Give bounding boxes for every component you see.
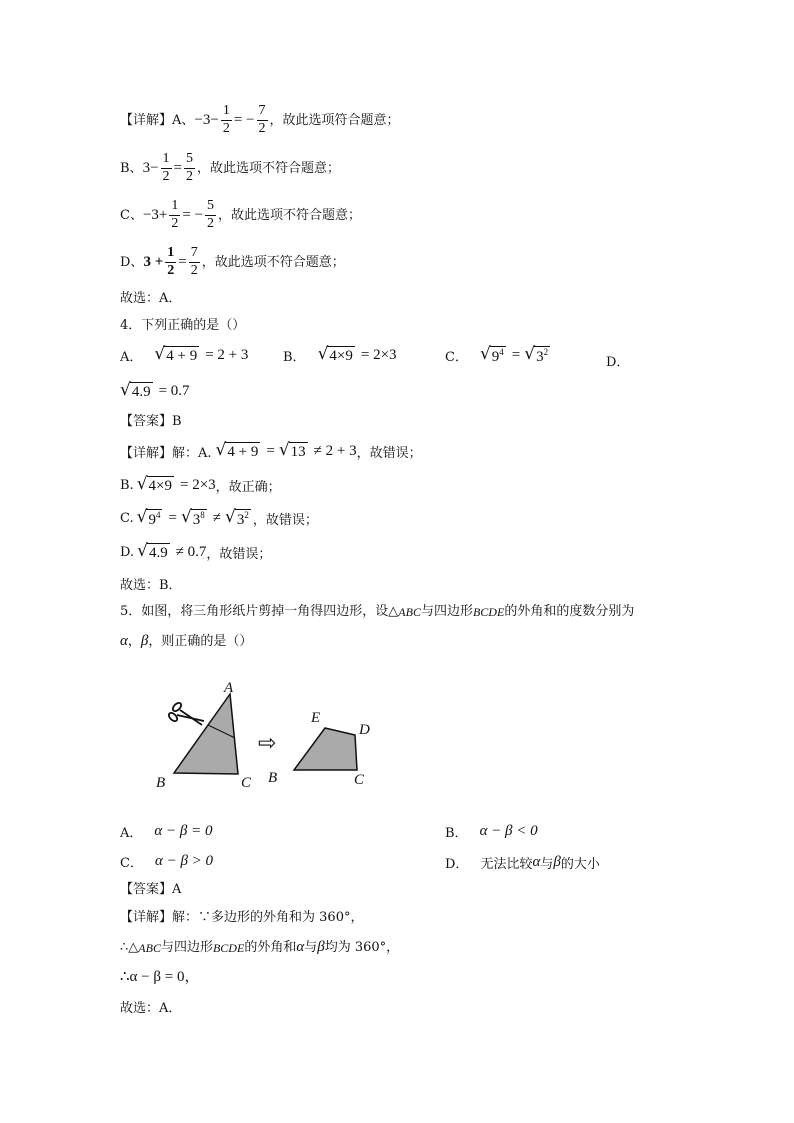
numerator: 5 [184, 152, 195, 169]
exponent: 4 [155, 510, 161, 520]
radicand: 4×9 [148, 478, 172, 495]
alpha-symbol: α [120, 633, 128, 649]
option-letter: A、 [172, 112, 195, 128]
triangle-name: ABC [138, 940, 161, 955]
explain-text: 与四边形 [160, 940, 213, 955]
radicand-base: 3 [536, 349, 544, 365]
explain-label: 【详解】 [120, 446, 173, 461]
sqrt: √ 13 [278, 440, 306, 461]
q5-option-b [445, 822, 538, 841]
explain-text: ∴△ [120, 940, 139, 955]
choice-text: 故选：A． [120, 291, 182, 306]
q4-explain-b [120, 476, 281, 495]
sqrt: √ $3^2$ [225, 507, 249, 528]
sqrt: √ 4 + 9 [215, 440, 259, 461]
question-stem: 与四边形 [420, 604, 473, 619]
numerator: 1 [161, 152, 172, 169]
q5-explain-1 [120, 911, 363, 924]
q4-option-d-letter [606, 351, 629, 370]
math-expr: −3+ [142, 206, 168, 223]
option-letter: B． [283, 350, 306, 365]
quad-name: BCDE [472, 604, 505, 619]
answer-value: A [172, 882, 182, 897]
option-letter: A． [120, 350, 143, 365]
triangle-name: ABC [398, 604, 421, 619]
q4-explain-a [120, 442, 422, 461]
question-stem: 5．如图，将三角形纸片剪掉一角得四边形，设△ [120, 604, 399, 619]
sqrt: √ $3^2$ [524, 344, 549, 365]
question-stem: 的外角和的度数分别为 [504, 604, 635, 619]
sqrt: √ $9^4$ [479, 344, 504, 365]
fraction [205, 199, 216, 231]
option-letter: D． [606, 355, 630, 370]
sqrt: √ 4.9 [120, 380, 151, 400]
fraction [161, 152, 172, 184]
option-letter: A． [120, 826, 143, 841]
sqrt: √ 4 + 9 [154, 344, 198, 365]
math-expr: = − [182, 206, 204, 223]
answer-label: 【答案】 [120, 414, 173, 429]
numerator: 7 [189, 246, 200, 263]
q3-explain-c [120, 199, 361, 231]
option-text: 的大小 [560, 857, 600, 872]
sqrt: √ 4.9 [137, 541, 168, 562]
math-expr: = 0.7 [158, 382, 190, 399]
exponent: 2 [543, 347, 549, 357]
fraction [184, 152, 195, 184]
q4-explain-c [120, 509, 318, 529]
q5-stem-line1 [120, 605, 634, 618]
math-expr: = [511, 347, 521, 364]
radicand: 4×9 [329, 348, 353, 365]
label-e: E [311, 710, 321, 726]
denominator: 2 [167, 262, 175, 278]
radicand: 4 + 9 [227, 444, 259, 461]
math-expr: ≠ [212, 510, 222, 527]
radicand: 4 + 9 [166, 348, 198, 365]
choice-text: 故选：A． [120, 1001, 182, 1016]
fraction [257, 104, 268, 136]
numerator: 1 [221, 104, 232, 121]
option-letter: C、 [120, 207, 143, 223]
math-expr: = [266, 443, 275, 459]
sqrt: √ 4×9 [136, 474, 172, 495]
arrow-icon: ⇨ [258, 730, 277, 755]
radicand-base: 3 [236, 512, 245, 528]
q4-option-d [120, 382, 190, 401]
explain-label: 【详解】 [120, 910, 173, 925]
quad-bcde [294, 728, 357, 770]
label-b: B [156, 775, 166, 791]
explain-text: 与 [304, 940, 318, 955]
quad-name: BCDE [212, 940, 245, 955]
q4-explain-d [120, 543, 271, 562]
q3-explain-b [120, 152, 340, 184]
numerator: 7 [257, 104, 268, 121]
note-text: ，故此选项符合题意； [269, 112, 400, 128]
math-expr: = 2 + 3 [205, 347, 249, 363]
radicand-base: 9 [491, 349, 500, 365]
option-text: 无法比较 [480, 857, 533, 872]
denominator: 2 [258, 120, 266, 136]
math-expr: 3 + [143, 253, 164, 270]
radicand: 4.9 [148, 545, 168, 562]
q5-option-a [120, 822, 212, 841]
q3-explain-d [120, 246, 345, 278]
explain-text: 解：∵多边形的外角和为 360°， [172, 910, 364, 925]
option-letter: C． [445, 350, 468, 366]
fraction [165, 246, 176, 278]
explain-text: 的外角和 [244, 940, 297, 955]
math-expr: −3− [194, 111, 219, 128]
q5-figure [150, 672, 390, 797]
note-text: ，故错误； [206, 547, 272, 562]
beta-symbol: β [317, 939, 325, 955]
note-text: ，故错误； [356, 446, 422, 461]
question-stem: 4．下列正确的是（） [120, 318, 246, 333]
q4-option-b [283, 346, 397, 365]
label-a: A [224, 680, 234, 696]
option-letter: B． [445, 826, 468, 841]
q5-option-d [445, 853, 600, 872]
fraction [221, 104, 232, 136]
option-letter: C. [120, 511, 134, 527]
q5-explain-2 [120, 940, 399, 955]
explain-text: 均为 360°， [324, 940, 400, 955]
q4-answer [120, 415, 182, 428]
q3-explain-a [120, 104, 400, 136]
numerator: 1 [165, 246, 176, 263]
option-letter: D． [445, 857, 469, 872]
choice-text: 故选：B． [120, 578, 182, 593]
alpha-symbol: α [296, 939, 305, 955]
q4-stem [120, 319, 245, 332]
q5-choice [120, 1002, 181, 1015]
note-text: ，故此选项不符合题意； [201, 254, 345, 270]
question-stem: ，则正确的是（） [148, 634, 253, 649]
sqrt: √ $3^8$ [180, 507, 205, 528]
denominator: 2 [171, 215, 179, 231]
explain-label: 【详解】 [120, 112, 173, 128]
q3-choice [120, 292, 181, 305]
label-d: D [359, 722, 370, 738]
radicand: 4.9 [131, 384, 151, 400]
note-text: ，故此选项不符合题意； [218, 207, 362, 223]
math-expr: = [173, 159, 182, 176]
note-text: ，故错误； [252, 513, 318, 529]
denominator: 2 [207, 215, 215, 231]
option-letter: D. [120, 545, 135, 560]
triangle-abc [174, 694, 238, 774]
q5-answer [120, 883, 181, 896]
note-text: ，故正确； [215, 480, 281, 495]
fraction [169, 199, 180, 231]
exponent: 2 [244, 510, 249, 520]
math-expr: = [168, 510, 177, 527]
math-expr: = [178, 253, 187, 270]
math-expr: ≠ 0.7 [175, 544, 207, 560]
option-letter: B、 [120, 160, 143, 176]
beta-symbol: β [553, 854, 561, 870]
sqrt: √ 4×9 [317, 344, 353, 365]
q5-stem-line2 [120, 634, 252, 649]
denominator: 2 [186, 168, 193, 184]
note-text: ，故此选项不符合题意； [197, 160, 341, 176]
radicand: 13 [290, 444, 306, 461]
exponent: 8 [200, 510, 205, 520]
explain-text: ∴α − β = 0， [120, 969, 200, 985]
label-c2: C [354, 772, 365, 788]
separator: ， [127, 634, 141, 649]
alpha-symbol: α [532, 854, 541, 870]
option-letter: D、 [120, 254, 144, 270]
option-letter: C． [120, 856, 143, 871]
math-expr: = − [233, 111, 255, 128]
beta-symbol: β [140, 633, 149, 649]
q5-option-c [120, 852, 213, 871]
q4-option-a [120, 346, 248, 365]
math-expr: α − β < 0 [479, 823, 538, 839]
math-expr: = 2×3 [360, 347, 397, 363]
math-expr: α − β > 0 [154, 853, 214, 869]
q4-choice [120, 579, 182, 592]
answer-value: B [172, 414, 182, 429]
sqrt: √ $9^4$ [136, 507, 161, 528]
option-letter: B. [120, 478, 134, 493]
numerator: 1 [169, 199, 180, 216]
math-expr: α − β = 0 [154, 823, 213, 839]
q5-explain-3 [120, 970, 199, 985]
denominator: 2 [222, 120, 230, 136]
scissors-icon [167, 701, 204, 725]
label-c: C [241, 775, 252, 791]
exponent: 4 [499, 347, 504, 357]
option-text: 与 [540, 857, 554, 872]
denominator: 2 [162, 168, 170, 184]
fraction [189, 246, 200, 278]
answer-label: 【答案】 [120, 882, 173, 897]
math-expr: ≠ 2 + 3 [313, 443, 357, 459]
q4-option-c [445, 346, 552, 366]
label-b2: B [268, 770, 278, 786]
math-expr: = 2×3 [180, 477, 216, 493]
radicand-base: 3 [192, 512, 201, 528]
denominator: 2 [190, 262, 198, 278]
explain-intro: 解：A. [172, 446, 212, 461]
numerator: 5 [205, 199, 216, 216]
math-expr: 3− [142, 159, 159, 176]
radicand-base: 9 [148, 512, 156, 528]
